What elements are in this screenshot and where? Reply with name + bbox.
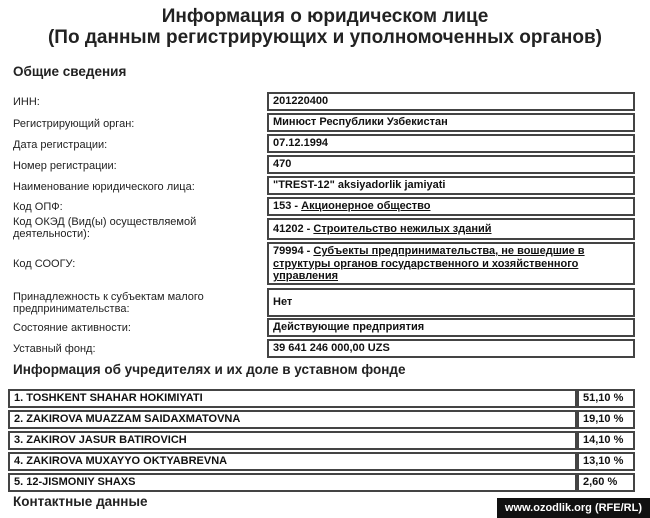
founder-row-share: 14,10 % bbox=[577, 431, 635, 450]
capital-value: 39 641 246 000,00 UZS bbox=[267, 339, 635, 358]
company-name-value: "TREST-12" aksiyadorlik jamiyati bbox=[267, 176, 635, 195]
founder-row-name: 5. 12-JISMONIY SHAXS bbox=[8, 473, 577, 492]
oked-code: 41202 - bbox=[273, 223, 311, 235]
soogu-value bbox=[267, 242, 635, 285]
founder-row-name: 4. ZAKIROVA MUXAYYO OKTYABREVNA bbox=[8, 452, 577, 471]
founder-row-name: 2. ZAKIROVA MUAZZAM SAIDAXMATOVNA bbox=[8, 410, 577, 429]
page-title bbox=[0, 6, 650, 48]
soogu-link[interactable]: Субъекты предпринимательства, не вошедшие в структуры органов государственного и хозяйственного управления bbox=[273, 245, 585, 282]
opf-value bbox=[267, 197, 635, 216]
founder-row-share: 51,10 % bbox=[577, 389, 635, 408]
inn-label: ИНН: bbox=[13, 96, 40, 108]
founder-row-name: 3. ZAKIROV JASUR BATIROVICH bbox=[8, 431, 577, 450]
soogu-code: 79994 - bbox=[273, 245, 311, 257]
opf-code: 153 - bbox=[273, 200, 299, 212]
section-founders-heading: Информация об учредителях и их доле в уставном фонде bbox=[13, 362, 406, 377]
company-name-label: Наименование юридического лица: bbox=[13, 181, 195, 193]
founder-row-share: 13,10 % bbox=[577, 452, 635, 471]
founder-row-share: 19,10 % bbox=[577, 410, 635, 429]
inn-value: 201220400 bbox=[267, 92, 635, 111]
soogu-label: Код СООГУ: bbox=[13, 258, 76, 270]
activity-value: Действующие предприятия bbox=[267, 318, 635, 337]
founder-row-name: 1. TOSHKENT SHAHAR HOKIMIYATI bbox=[8, 389, 577, 408]
reg-date-label: Дата регистрации: bbox=[13, 139, 108, 151]
reg-number-value: 470 bbox=[267, 155, 635, 174]
reg-date-value: 07.12.1994 bbox=[267, 134, 635, 153]
opf-label: Код ОПФ: bbox=[13, 201, 63, 213]
title-line-1: Информация о юридическом лице bbox=[161, 6, 489, 27]
reg-number-label: Номер регистрации: bbox=[13, 160, 117, 172]
watermark: www.ozodlik.org (RFE/RL) bbox=[497, 498, 650, 518]
small-business-value: Нет bbox=[267, 288, 635, 317]
section-contacts-heading: Контактные данные bbox=[13, 494, 148, 509]
oked-label: Код ОКЭД (Вид(ы) осуществляемой деятельности): bbox=[13, 216, 197, 240]
capital-label: Уставный фонд: bbox=[13, 343, 96, 355]
reg-body-label: Регистрирующий орган: bbox=[13, 118, 135, 130]
founder-row-share: 2,60 % bbox=[577, 473, 635, 492]
oked-link[interactable]: Строительство нежилых зданий bbox=[313, 223, 492, 235]
title-line-2: (По данным регистрирующих и уполномоченных органов) bbox=[47, 27, 602, 48]
opf-link[interactable]: Акционерное общество bbox=[301, 200, 431, 212]
small-business-label: Принадлежность к субъектам малого предпринимательства: bbox=[13, 291, 204, 315]
oked-value bbox=[267, 218, 635, 240]
activity-label: Состояние активности: bbox=[13, 322, 131, 334]
reg-body-value: Минюст Республики Узбекистан bbox=[267, 113, 635, 132]
section-general-heading: Общие сведения bbox=[13, 64, 127, 79]
